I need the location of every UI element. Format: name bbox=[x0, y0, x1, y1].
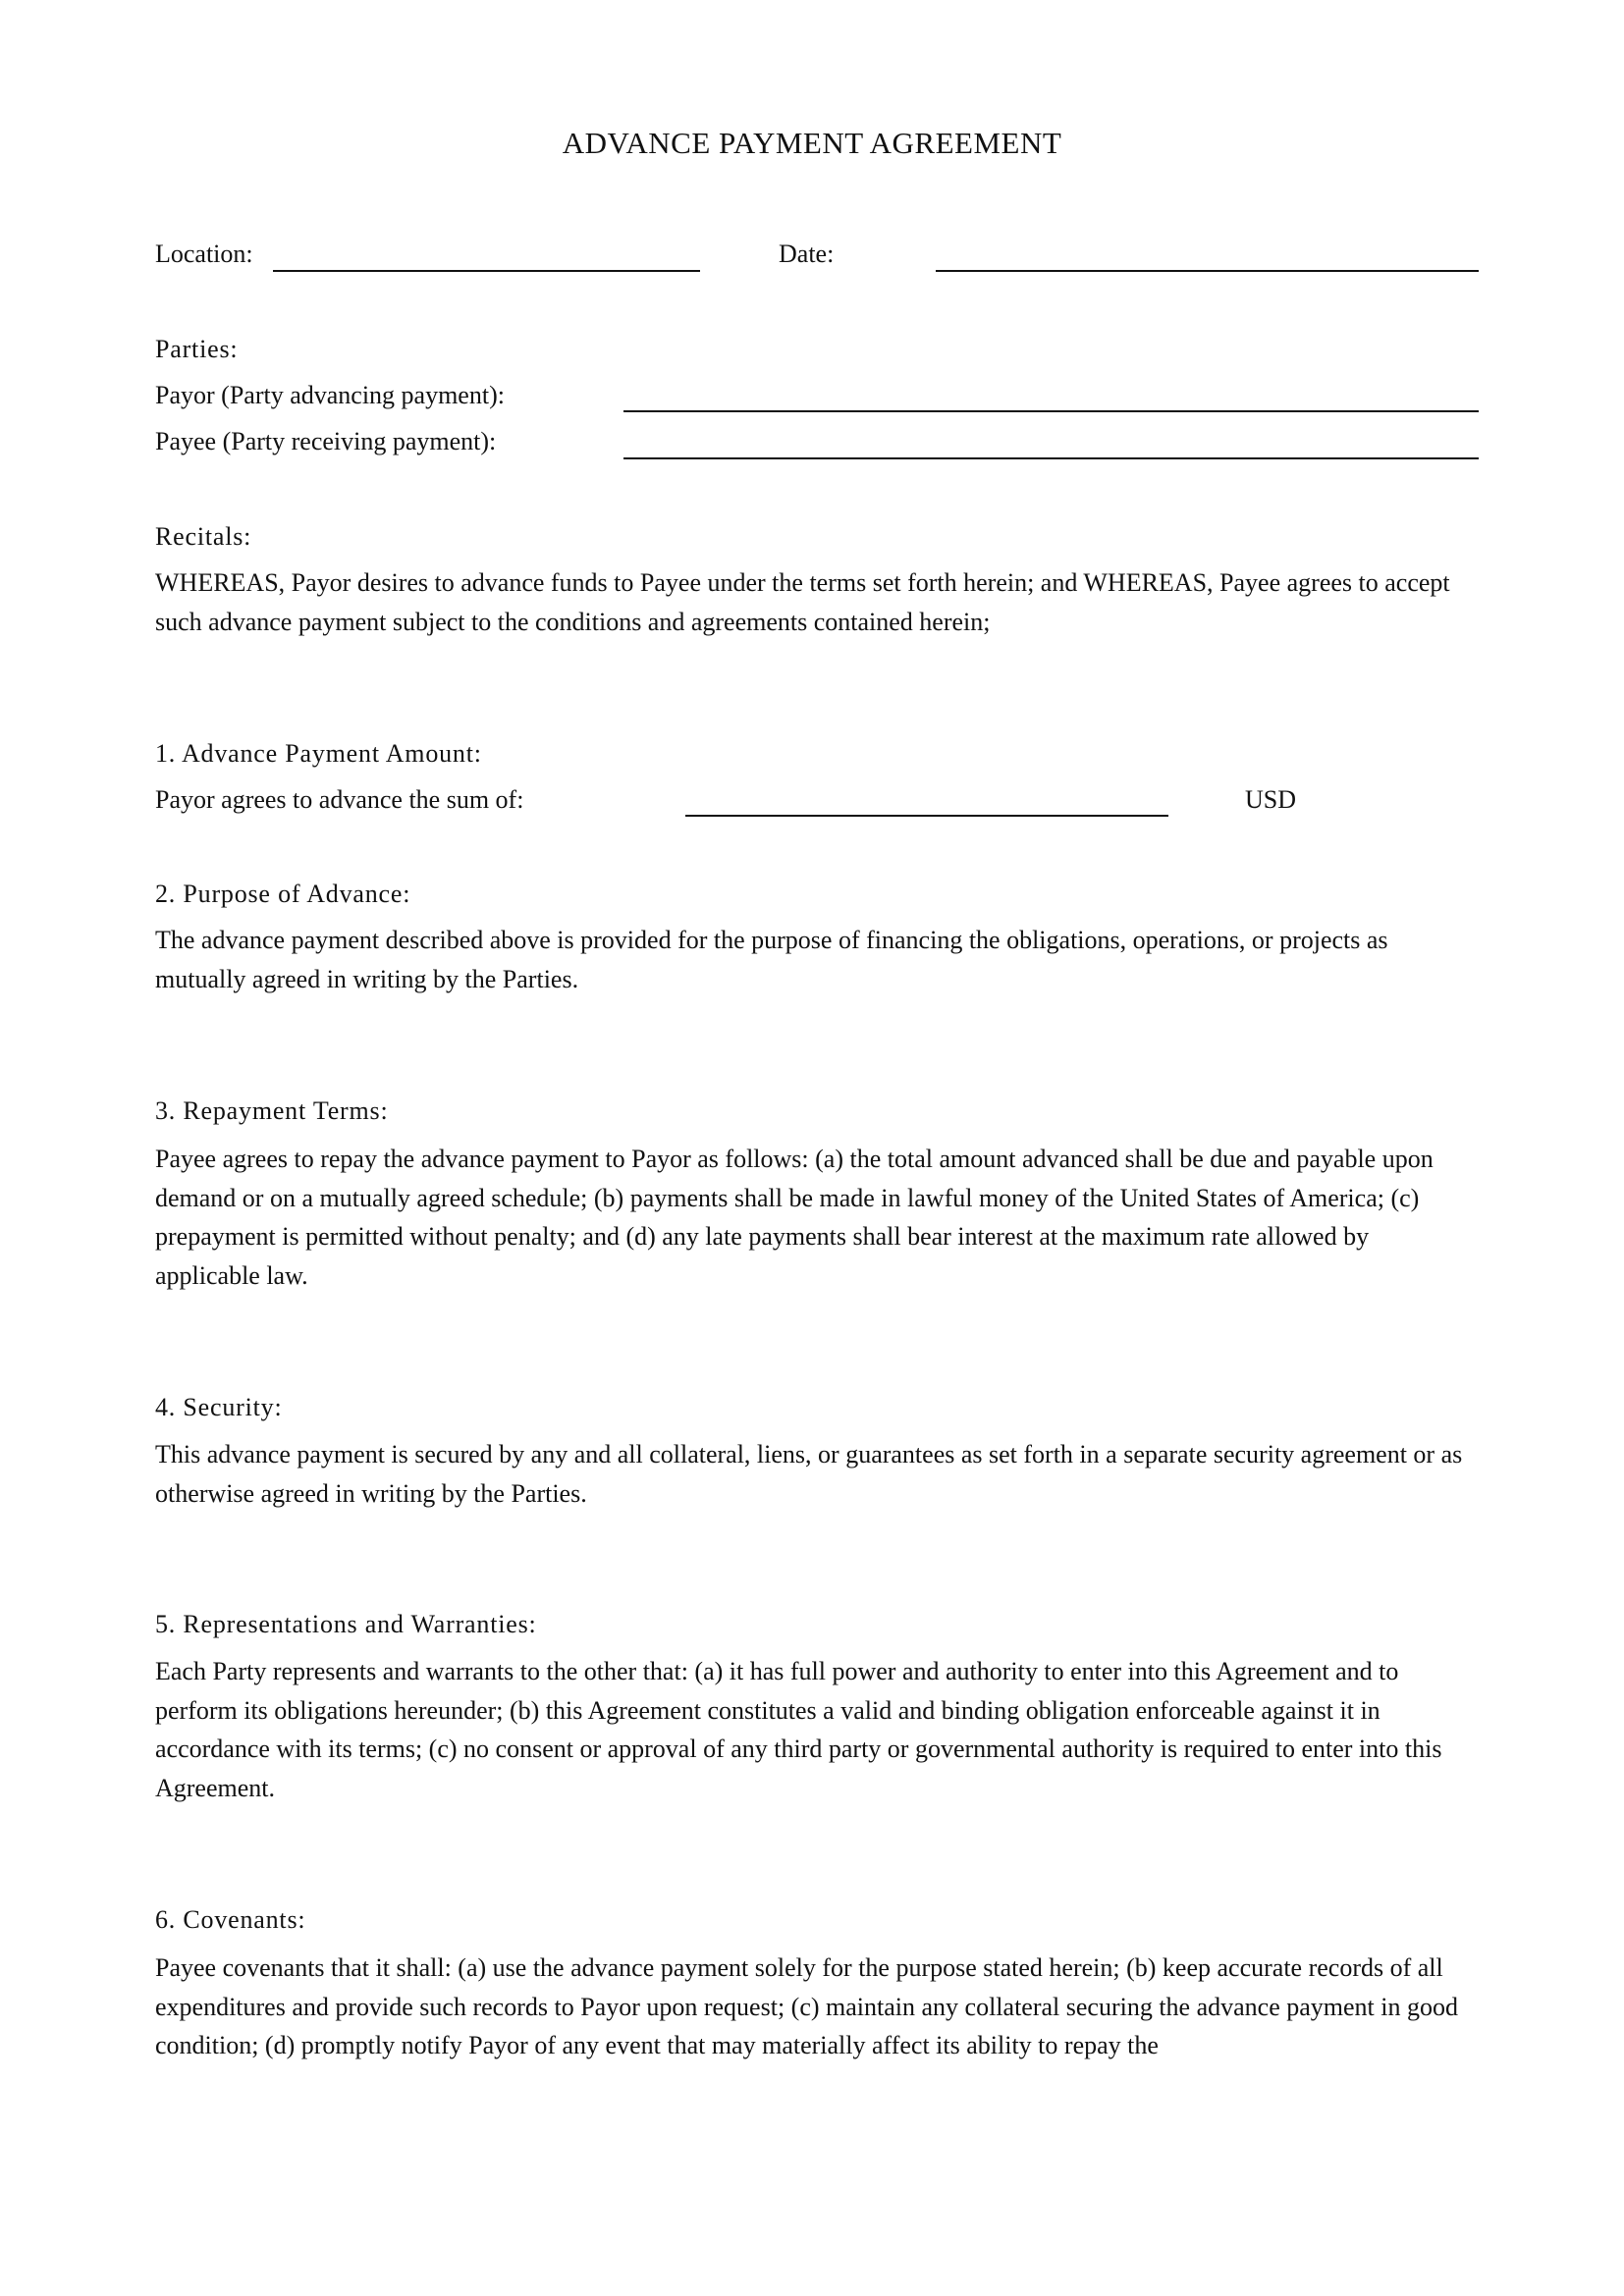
recitals-heading: Recitals: bbox=[155, 522, 252, 551]
date-label: Date: bbox=[779, 240, 835, 268]
payor-label: Payor (Party advancing payment): bbox=[155, 381, 505, 409]
payor-field-line[interactable] bbox=[623, 410, 1479, 412]
amount-field-line[interactable] bbox=[685, 815, 1168, 817]
section-6-heading: 6. Covenants: bbox=[155, 1905, 306, 1934]
section-5-text: Each Party represents and warrants to the other that: (a) it has full power and authority to enter into this Agreement and to perform its obligations hereunder; (b) this Agreement constitutes a valid and binding obligation enforceable against it in accordance with its terms; (c) no consent or approval of any third party or governmental authority is required to enter into this Agreement. bbox=[155, 1657, 1442, 1802]
currency-label: USD bbox=[1245, 785, 1297, 814]
date-field-line[interactable] bbox=[936, 270, 1479, 272]
document-title: ADVANCE PAYMENT AGREEMENT bbox=[562, 126, 1062, 160]
section-2-heading: 2. Purpose of Advance: bbox=[155, 880, 411, 908]
section-4-text: This advance payment is secured by any and all collateral, liens, or guarantees as set forth in a separate security agreement or as otherwise agreed in writing by the Parties. bbox=[155, 1440, 1463, 1508]
location-label: Location: bbox=[155, 240, 253, 268]
section-1-heading: 1. Advance Payment Amount: bbox=[155, 739, 482, 768]
recitals-text: WHEREAS, Payor desires to advance funds to Payee under the terms set forth herein; and WHEREAS, Payee agrees to accept such advance payment subject to the conditions and agreements contained herein; bbox=[155, 568, 1450, 636]
section-3-heading: 3. Repayment Terms: bbox=[155, 1096, 389, 1125]
section-6-text: Payee covenants that it shall: (a) use the advance payment solely for the purpose stated herein; (b) keep accurate records of all expenditures and provide such records to Payor upon request; (c) maintain any collateral securing the advance payment in good condition; (d) promptly notify Payor of any event that may materially affect its ability to repay the bbox=[155, 1953, 1459, 2059]
location-field-line[interactable] bbox=[273, 270, 700, 272]
payee-label: Payee (Party receiving payment): bbox=[155, 427, 497, 455]
parties-heading: Parties: bbox=[155, 335, 239, 363]
amount-label: Payor agrees to advance the sum of: bbox=[155, 785, 524, 814]
section-2-text: The advance payment described above is provided for the purpose of financing the obligations, operations, or projects as mutually agreed in writing by the Parties. bbox=[155, 926, 1388, 993]
section-3-text: Payee agrees to repay the advance payment to Payor as follows: (a) the total amount advanced shall be due and payable upon demand or on a mutually agreed schedule; (b) payments shall be made in lawful money of the United States of America; (c) prepayment is permitted without penalty; and (d) any late payments shall bear interest at the maximum rate allowed by applicable law. bbox=[155, 1145, 1434, 1290]
payee-field-line[interactable] bbox=[623, 457, 1479, 459]
section-4-heading: 4. Security: bbox=[155, 1393, 283, 1421]
section-5-heading: 5. Representations and Warranties: bbox=[155, 1610, 537, 1638]
